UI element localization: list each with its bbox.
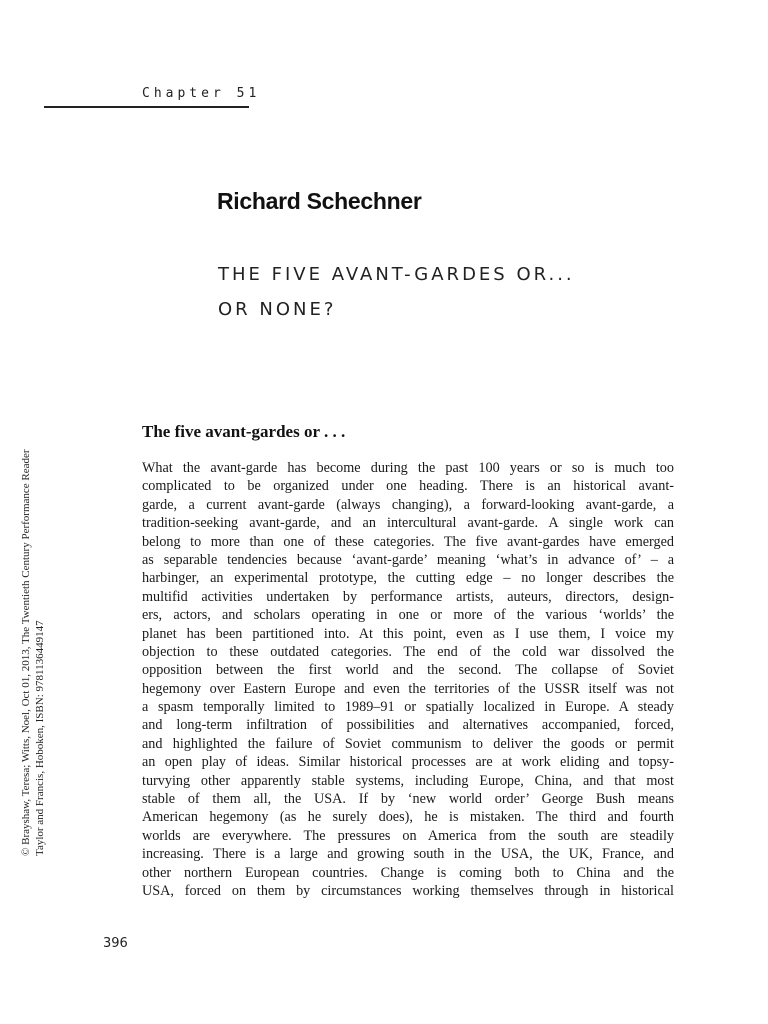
body-line: complicated to be organized under one heading. There is an historical avant- [142,478,674,495]
body-line: stable of them all, the USA. If by ‘new world order’ George Bush means [142,791,674,808]
body-line: a spasm temporally limited to 1989–91 or spatially localized in Europe. A steady [142,699,674,716]
chapter-title-line-1: THE FIVE AVANT-GARDES OR... [218,264,575,285]
body-line: ers, actors, and scholars operating in one or more of the various ‘worlds’ the [142,607,674,624]
author-name: Richard Schechner [217,188,422,214]
body-line: an open play of ideas. Similar historical processes are at work eliding and topsy- [142,754,674,771]
body-line: hegemony over Eastern Europe and even the territories of the USSR itself was not [142,680,674,697]
body-line: harbinger, an experimental prototype, the cutting edge – no longer describes the [142,570,674,587]
body-line: garde, a current avant-garde (always changing), a forward-looking avant-garde, a [142,496,674,513]
body-line: What the avant-garde has become during the past 100 years or so is much too [142,460,674,476]
body-line: belong to more than one of these categories. The five avant-gardes have emerged [142,533,674,550]
body-line: opposition between the first world and the second. The collapse of Soviet [142,662,674,679]
body-line: increasing. There is a large and growing south in the USA, the UK, France, and [142,846,674,863]
body-text [142,459,674,900]
body-line: multifid activities undertaken by performance artists, auteurs, directors, design- [142,588,674,605]
body-line: other northern European countries. Change is coming both to China and the [142,864,674,881]
body-line: tradition-seeking avant-garde, and an intercultural avant-garde. A single work can [142,515,674,532]
body-line: and highlighted the failure of Soviet communism to deliver the goods or permit [142,735,674,752]
chapter-label: Chapter 51 [142,86,261,101]
body-line: worlds are everywhere. The pressures on America from the south are steadily [142,827,674,844]
body-line: objection to these outdated categories. The end of the cold war dissolved the [142,643,674,660]
page-number: 396 [103,936,128,951]
copyright-line-1: © Brayshaw, Teresa; Witts, Noel, Oct 01, 2013, The Twentieth Century Performance Reader [20,449,32,856]
chapter-rule [44,106,249,108]
section-heading: The five avant-gardes or . . . [142,422,346,441]
chapter-title-line-2: OR NONE? [218,299,337,320]
body-line: USA, forced on them by circumstances working themselves through in historical [142,882,674,899]
body-line: turvying other apparently stable systems, including Europe, China, and that most [142,772,674,789]
copyright-side-note [19,416,47,856]
copyright-line-2: Taylor and Francis, Hoboken, ISBN: 9781136449147 [34,620,46,856]
body-line: American hegemony (as he surely does), he is mistaken. The third and fourth [142,809,674,826]
body-line: planet has been partitioned into. At this point, even as I use them, I voice my [142,625,674,642]
body-line: as separable tendencies because ‘avant-garde’ meaning ‘what’s in advance of’ – a [142,551,674,568]
body-line: and long-term infiltration of possibilities and alternatives accompanied, forced, [142,717,674,734]
